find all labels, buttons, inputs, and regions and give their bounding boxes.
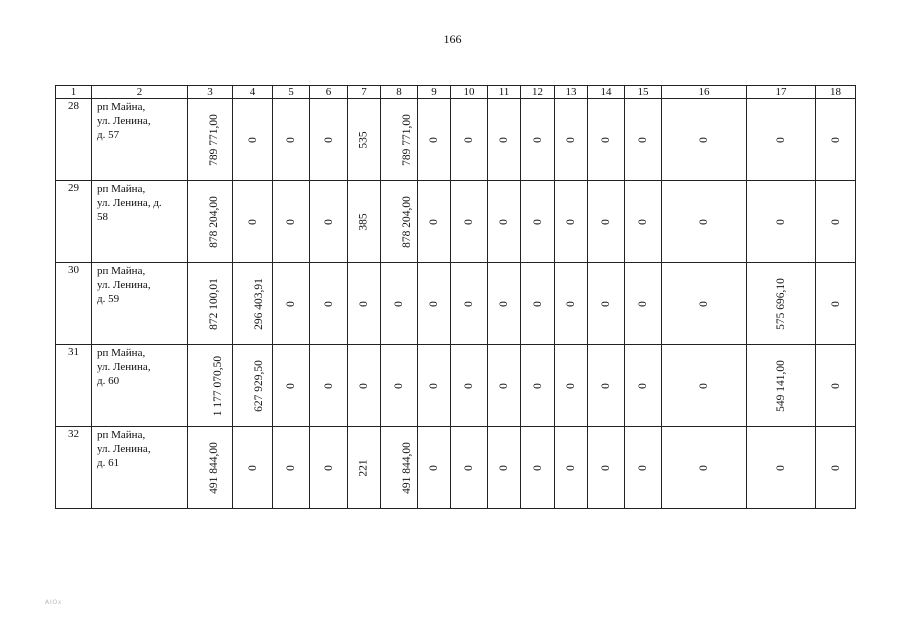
value-text: 0 [322, 464, 335, 471]
value-cell [816, 181, 856, 263]
value-text: 0 [358, 382, 370, 389]
value-cell [588, 181, 625, 263]
value-text: 0 [829, 382, 842, 389]
value-cell [418, 345, 451, 427]
value-text: 0 [600, 136, 612, 143]
value-cell [588, 427, 625, 509]
value-cell [451, 345, 488, 427]
value-cell [233, 427, 273, 509]
value-cell [273, 345, 310, 427]
value-text: 0 [322, 218, 335, 225]
value-cell [188, 263, 233, 345]
value-text: 0 [600, 218, 612, 225]
column-header: 5 [273, 86, 310, 99]
table-row [56, 263, 856, 345]
column-header: 9 [418, 86, 451, 99]
value-text: 0 [285, 464, 297, 471]
value-cell [625, 427, 662, 509]
value-cell [747, 181, 816, 263]
address-cell: рп Майна, ул. Ленина, д. 59 [92, 263, 188, 345]
value-cell [816, 427, 856, 509]
value-cell [418, 99, 451, 181]
value-cell [521, 181, 555, 263]
value-text: 0 [637, 136, 649, 143]
value-text: 0 [829, 136, 842, 143]
value-cell [488, 345, 521, 427]
address-cell: рп Майна, ул. Ленина, д. 58 [92, 181, 188, 263]
value-cell [662, 345, 747, 427]
value-text: 296 403,91 [252, 277, 265, 330]
column-header: 12 [521, 86, 555, 99]
row-number: 31 [56, 345, 92, 427]
value-text: 789 771,00 [400, 113, 413, 166]
value-text: 0 [531, 382, 544, 389]
value-cell [348, 427, 381, 509]
value-cell [747, 263, 816, 345]
value-text: 0 [246, 218, 259, 225]
column-header: 10 [451, 86, 488, 99]
value-text: 0 [285, 218, 297, 225]
value-cell [662, 263, 747, 345]
value-cell [555, 99, 588, 181]
value-text: 0 [637, 300, 649, 307]
value-text: 0 [322, 382, 335, 389]
value-cell [348, 99, 381, 181]
value-text: 0 [775, 218, 787, 225]
value-text: 0 [285, 300, 297, 307]
value-cell [273, 427, 310, 509]
value-text: 0 [322, 136, 335, 143]
value-cell [310, 99, 348, 181]
value-text: 0 [285, 136, 297, 143]
value-text: 0 [565, 382, 577, 389]
value-cell [662, 427, 747, 509]
value-cell [555, 345, 588, 427]
value-text: 0 [600, 300, 612, 307]
value-text: 0 [698, 464, 710, 471]
value-text: 0 [428, 136, 440, 143]
value-text: 0 [775, 136, 787, 143]
value-cell [273, 99, 310, 181]
value-text: 0 [565, 218, 577, 225]
value-cell [816, 345, 856, 427]
corner-mark: ᴬᴵᴼˣ [45, 598, 63, 608]
address-cell: рп Майна, ул. Ленина, д. 57 [92, 99, 188, 181]
value-cell [488, 263, 521, 345]
value-cell [418, 427, 451, 509]
address-cell: рп Майна, ул. Ленина, д. 61 [92, 427, 188, 509]
value-cell [451, 99, 488, 181]
row-number: 30 [56, 263, 92, 345]
value-cell [348, 263, 381, 345]
value-text: 0 [498, 218, 510, 225]
value-cell [381, 181, 418, 263]
value-cell [816, 263, 856, 345]
value-text: 878 204,00 [207, 195, 220, 248]
value-cell [588, 345, 625, 427]
table-row [56, 99, 856, 181]
value-text: 0 [428, 218, 440, 225]
value-text: 221 [358, 458, 370, 477]
value-cell [188, 181, 233, 263]
value-text: 0 [637, 464, 649, 471]
value-text: 0 [463, 464, 475, 471]
value-text: 0 [498, 382, 510, 389]
value-text: 0 [775, 464, 787, 471]
value-text: 0 [531, 136, 544, 143]
value-cell [233, 181, 273, 263]
value-text: 0 [565, 300, 577, 307]
value-text: 0 [698, 382, 710, 389]
value-cell [747, 99, 816, 181]
value-text: 0 [698, 136, 710, 143]
row-number: 32 [56, 427, 92, 509]
value-cell [488, 181, 521, 263]
value-cell [625, 99, 662, 181]
value-text: 0 [565, 136, 577, 143]
value-text: 549 141,00 [775, 359, 787, 412]
value-text: 878 204,00 [400, 195, 413, 248]
value-cell [451, 427, 488, 509]
column-header: 14 [588, 86, 625, 99]
value-cell [188, 345, 233, 427]
value-text: 0 [246, 136, 259, 143]
value-text: 0 [829, 300, 842, 307]
table-row [56, 427, 856, 509]
value-text: 0 [531, 300, 544, 307]
value-cell [310, 427, 348, 509]
value-cell [555, 263, 588, 345]
value-cell [381, 99, 418, 181]
value-text: 0 [498, 464, 510, 471]
header-row [56, 86, 856, 99]
value-text: 0 [829, 218, 842, 225]
value-text: 491 844,00 [207, 441, 220, 494]
value-cell [451, 181, 488, 263]
value-text: 385 [358, 212, 370, 231]
value-text: 0 [829, 464, 842, 471]
column-header: 2 [92, 86, 188, 99]
value-text: 0 [428, 464, 440, 471]
value-cell [273, 263, 310, 345]
value-cell [521, 263, 555, 345]
value-cell [310, 345, 348, 427]
value-text: 0 [637, 218, 649, 225]
column-header: 13 [555, 86, 588, 99]
value-cell [310, 263, 348, 345]
address-cell: рп Майна, ул. Ленина, д. 60 [92, 345, 188, 427]
value-cell [488, 427, 521, 509]
data-table [55, 85, 856, 509]
value-text: 0 [600, 464, 612, 471]
value-text: 491 844,00 [400, 441, 413, 494]
column-header: 16 [662, 86, 747, 99]
value-cell [555, 181, 588, 263]
table-row [56, 181, 856, 263]
value-text: 0 [393, 300, 405, 307]
value-cell [747, 427, 816, 509]
value-text: 627 929,50 [252, 359, 265, 412]
value-cell [273, 181, 310, 263]
value-cell [747, 345, 816, 427]
value-cell [662, 181, 747, 263]
value-text: 0 [322, 300, 335, 307]
value-cell [451, 263, 488, 345]
value-cell [348, 345, 381, 427]
value-cell [521, 345, 555, 427]
table-row [56, 345, 856, 427]
value-text: 0 [565, 464, 577, 471]
value-text: 1 177 070,50 [212, 355, 225, 416]
column-header: 18 [816, 86, 856, 99]
value-cell [233, 263, 273, 345]
value-text: 535 [358, 130, 370, 149]
value-cell [555, 427, 588, 509]
value-text: 0 [393, 382, 405, 389]
column-header: 4 [233, 86, 273, 99]
value-text: 0 [637, 382, 649, 389]
page-number: 166 [443, 32, 462, 46]
value-cell [233, 345, 273, 427]
value-cell [625, 263, 662, 345]
value-text: 0 [463, 136, 475, 143]
value-text: 0 [358, 300, 370, 307]
value-text: 0 [463, 382, 475, 389]
value-cell [418, 181, 451, 263]
value-text: 0 [498, 136, 510, 143]
value-cell [625, 181, 662, 263]
value-text: 0 [698, 218, 710, 225]
value-text: 0 [246, 464, 259, 471]
value-cell [588, 99, 625, 181]
value-text: 0 [498, 300, 510, 307]
value-cell [521, 427, 555, 509]
table-body [56, 99, 856, 509]
value-cell [188, 99, 233, 181]
value-text: 0 [285, 382, 297, 389]
value-cell [816, 99, 856, 181]
column-header: 17 [747, 86, 816, 99]
value-cell [310, 181, 348, 263]
row-number: 28 [56, 99, 92, 181]
value-text: 789 771,00 [207, 113, 220, 166]
value-cell [348, 181, 381, 263]
column-header: 15 [625, 86, 662, 99]
column-header: 6 [310, 86, 348, 99]
value-text: 0 [428, 382, 440, 389]
value-text: 872 100,01 [207, 277, 220, 330]
value-text: 0 [463, 218, 475, 225]
column-header: 3 [188, 86, 233, 99]
value-cell [418, 263, 451, 345]
value-text: 575 696,10 [775, 277, 787, 330]
column-header: 1 [56, 86, 92, 99]
column-header: 11 [488, 86, 521, 99]
value-text: 0 [463, 300, 475, 307]
value-text: 0 [600, 382, 612, 389]
value-text: 0 [531, 464, 544, 471]
value-cell [381, 427, 418, 509]
value-cell [488, 99, 521, 181]
value-cell [381, 263, 418, 345]
column-header: 7 [348, 86, 381, 99]
value-cell [521, 99, 555, 181]
row-number: 29 [56, 181, 92, 263]
value-cell [588, 263, 625, 345]
value-text: 0 [531, 218, 544, 225]
value-cell [625, 345, 662, 427]
value-cell [381, 345, 418, 427]
value-cell [662, 99, 747, 181]
value-cell [233, 99, 273, 181]
value-text: 0 [698, 300, 710, 307]
column-header: 8 [381, 86, 418, 99]
value-text: 0 [428, 300, 440, 307]
value-cell [188, 427, 233, 509]
